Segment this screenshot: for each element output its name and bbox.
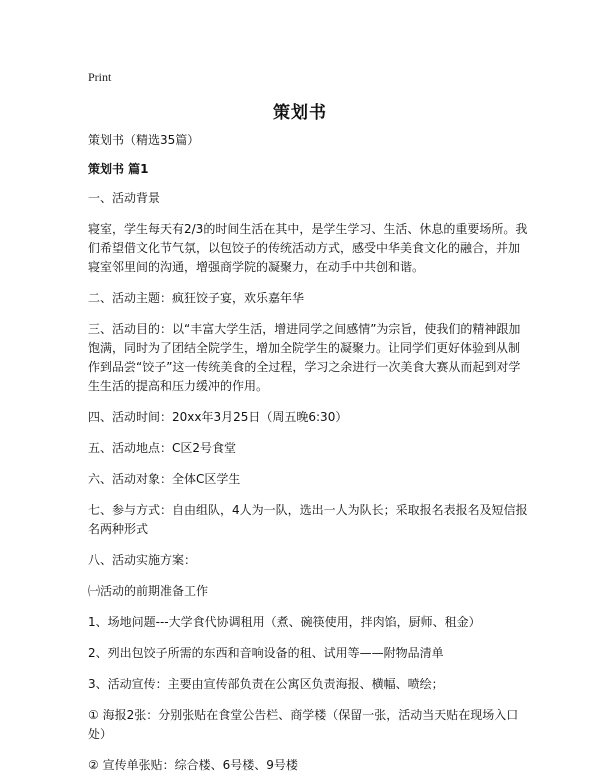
list-item-promotion: 3、活动宣传：主要由宣传部负责在公寓区负责海报、横幅、喷绘； bbox=[88, 677, 444, 691]
list-item-posters: ① 海报2张：分别张贴在食堂公告栏、商学楼（保留一张，活动当天贴在现场入口处） bbox=[88, 708, 519, 741]
paragraph-theme: 二、活动主题：疯狂饺子宴，欢乐嘉年华 bbox=[88, 291, 305, 305]
paragraph-preparation: ㈠活动的前期准备工作 bbox=[88, 584, 209, 598]
print-label: Print bbox=[88, 70, 112, 84]
document-body bbox=[88, 131, 528, 783]
paragraph-time: 四、活动时间：20xx年3月25日（周五晚6:30） bbox=[88, 410, 348, 424]
paragraph-background-text: 寝室，学生每天有2/3的时间生活在其中，是学生学习、生活、休息的重要场所。我们希望借文化节气氛，以包饺子的传统活动方式，感受中华美食文化的融合，并加寝室邻里间的沟通，增强商学院的凝聚力，在动手中共创和谐。 bbox=[88, 222, 528, 274]
paragraph-participation: 七、参与方式：自由组队，4人为一队，选出一人为队长；采取报名表报名及短信报名两种形式 bbox=[88, 503, 528, 536]
paragraph-plan-heading: 八、活动实施方案： bbox=[88, 553, 197, 567]
paragraph-audience: 六、活动对象：全体C区学生 bbox=[88, 472, 241, 486]
list-item-venue: 1、场地问题---大学食代协调租用（煮、碗筷使用，拌肉馅，厨师、租金） bbox=[88, 615, 481, 629]
document-subtitle: 策划书（精选35篇） bbox=[88, 133, 200, 147]
paragraph-location: 五、活动地点：C区2号食堂 bbox=[88, 441, 237, 455]
paragraph-background-heading: 一、活动背景 bbox=[88, 191, 161, 205]
paragraph-purpose: 三、活动目的：以“丰富大学生活，增进同学之间感情”为宗旨，使我们的精神跟加饱满，同时为了团结全院学生，增加全院学生的凝聚力。让同学们更好体验到从制作到品尝“饺子”这一传统美食的全过程，学习之余进行一次美食大赛从而起到对学生生活的提高和压力缓冲的作用。 bbox=[88, 322, 521, 393]
document-title: 策划书 bbox=[273, 103, 327, 123]
list-item-supplies: 2、列出包饺子所需的东西和音响设备的租、试用等——附物品清单 bbox=[88, 646, 444, 660]
section-heading: 策划书 篇1 bbox=[88, 162, 149, 176]
list-item-flyers: ② 宣传单张贴：综合楼、6号楼、9号楼 bbox=[88, 758, 298, 772]
